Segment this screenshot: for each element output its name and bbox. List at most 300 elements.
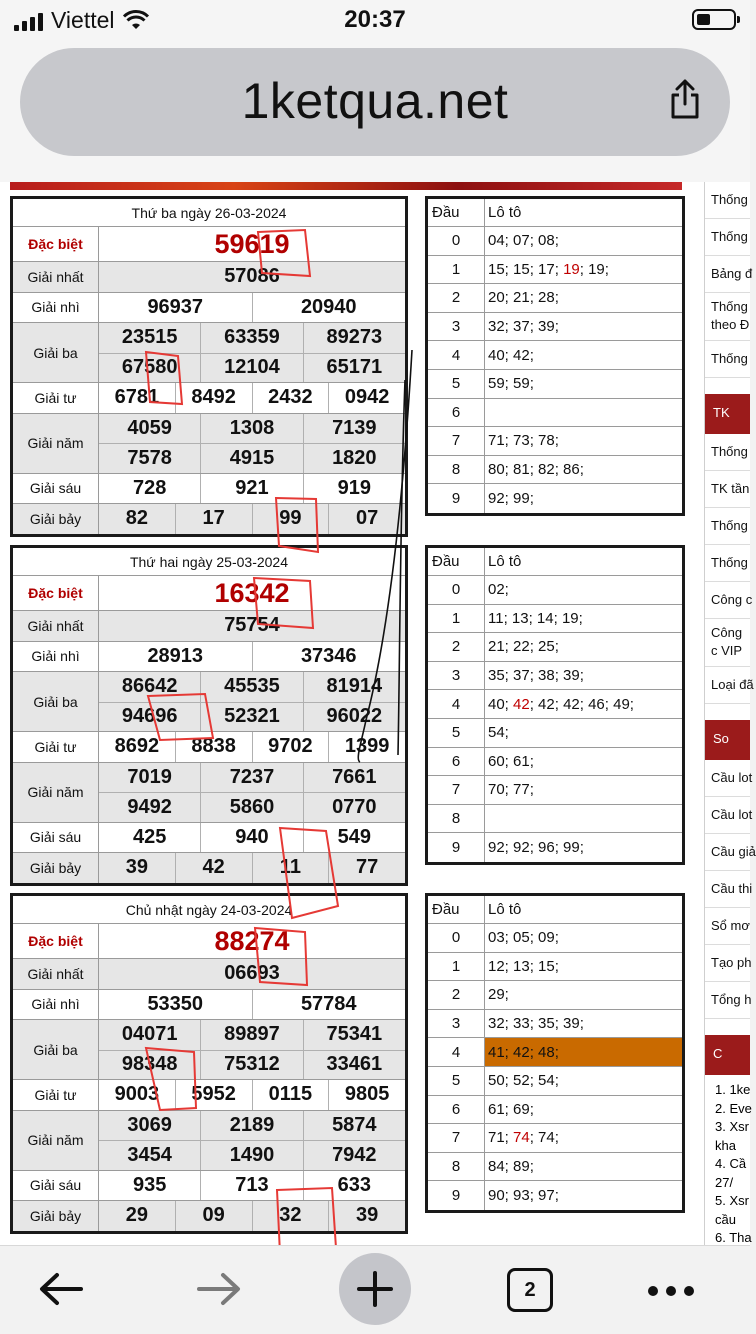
loto-values [485,341,682,369]
loto-values [485,953,682,981]
loto-row [428,924,682,953]
loto-values [485,370,682,398]
prize-number: 23515 [121,326,178,349]
loto-values [485,690,682,718]
prize-number: 86642 [121,675,178,698]
sidebar-link[interactable]: Thống theo Đ [705,293,750,341]
prize-number: 3069 [127,1113,172,1136]
prize-number: 96937 [147,295,204,318]
loto-value-text: 42 [513,695,530,713]
loto-value-text: 54; [488,724,509,742]
loto-values [485,776,682,804]
prize-row [13,474,405,505]
prize-number: 57086 [224,265,280,288]
loto-values [485,456,682,484]
loto-head-digit: 7 [428,1124,485,1152]
prize-number: 5874 [303,1111,405,1141]
prize-number: 32 [252,1201,329,1231]
loto-table [425,196,685,516]
prize-number: 4059 [127,416,172,439]
plus-icon [355,1269,395,1309]
loto-value-text: 80; 81; 82; 86; [488,461,584,479]
prize-row [13,1111,405,1171]
loto-values [485,484,682,513]
loto-row [428,1067,682,1096]
sidebar-link[interactable]: Công c [705,582,750,619]
prize-label: Giải tư [13,1080,99,1110]
prize-number: 67580 [121,356,178,379]
prize-number: 65171 [303,354,405,383]
special-prize-number: 59619 [214,228,290,259]
loto-value-text: 15; 15; 17; [488,260,564,278]
loto-values [485,981,682,1009]
prize-number: 96022 [303,703,405,732]
loto-values [485,256,682,284]
loto-row [428,227,682,256]
prize-row [13,672,405,732]
prize-number: 07 [328,504,405,534]
prize-row [13,1080,405,1111]
prize-number: 20940 [252,293,406,323]
prize-label: Giải nhất [13,262,99,292]
prize-number: 75341 [303,1020,405,1050]
result-table [10,893,408,1234]
loto-values [485,924,682,952]
prize-number: 63359 [200,323,302,353]
prize-number: 1490 [200,1141,302,1170]
sidebar-list-item[interactable]: 6. Tha [715,1230,752,1245]
back-button[interactable] [26,1254,96,1324]
loto-row [428,576,682,605]
loto-values [485,399,682,427]
prize-row [13,323,405,383]
prize-number: 0115 [252,1080,329,1110]
prize-label: Giải nhất [13,959,99,989]
prize-row [13,1201,405,1231]
prize-label: Giải nhì [13,642,99,672]
loto-value-text: 71; 73; 78; [488,432,559,450]
sidebar-list-item[interactable]: cầu [715,1211,736,1227]
prize-row [13,293,405,324]
sidebar-link[interactable]: Cầu lot [705,760,750,797]
loto-value-text: 29; [488,986,509,1004]
loto-value-text: 32; 37; 39; [488,318,559,336]
special-prize-number: 88274 [214,925,290,956]
prize-number: 425 [132,825,167,848]
loto-head-digit: 2 [428,633,485,661]
prize-number: 5860 [200,793,302,822]
sidebar-section-header: C [705,1035,750,1075]
prize-label: Giải sáu [13,1171,99,1201]
loto-head-digit: 0 [428,227,485,255]
loto-row [428,1010,682,1039]
loto-row [428,662,682,691]
loto-head-digit: 3 [428,662,485,690]
loto-head-digit: 1 [428,256,485,284]
loto-row [428,953,682,982]
sidebar-link[interactable]: Cầu thi [705,871,750,908]
loto-head-loto: Lô tô [488,204,522,221]
status-bar [0,0,750,42]
result-date: Chủ nhật ngày 24-03-2024 [13,896,405,924]
loto-values [485,1038,682,1066]
prize-number: 45535 [200,672,302,702]
prize-label: Giải sáu [13,823,99,853]
prize-label: Giải tư [13,383,99,413]
prize-number: 3454 [127,1143,172,1166]
prize-number: 1820 [303,444,405,473]
loto-value-text: 11; 13; 14; 19; [488,609,583,627]
loto-values [485,605,682,633]
prize-number: 29 [125,1204,148,1227]
loto-value-text: ; 74; [529,1129,559,1147]
prize-label: Giải bảy [13,853,99,883]
loto-values [485,1124,682,1152]
result-table [10,545,408,886]
result-date: Thứ hai ngày 25-03-2024 [13,548,405,576]
sidebar-list-item[interactable]: 5. Xsr [715,1193,749,1208]
loto-head-loto: Lô tô [488,901,522,918]
loto-value-text: 50; 52; 54; [488,1072,559,1090]
prize-number: 28913 [147,644,204,667]
prize-label: Giải ba [13,1020,99,1079]
loto-row [428,1096,682,1125]
prize-number: 9805 [328,1080,405,1110]
prize-number: 1399 [328,732,405,762]
sidebar-link[interactable]: Tạo ph [705,945,750,982]
loto-head-digit: 8 [428,1153,485,1181]
prize-row [13,763,405,823]
loto-row [428,805,682,834]
loto-head-digit: 4 [428,690,485,718]
loto-values [485,805,682,833]
loto-row [428,633,682,662]
prize-row [13,959,405,990]
loto-values [485,227,682,255]
prize-row [13,990,405,1021]
prize-number: 7661 [303,763,405,793]
prize-row [13,414,405,474]
loto-values [485,284,682,312]
loto-value-text: 20; 21; 28; [488,289,559,307]
prize-number: 82 [125,507,148,530]
loto-value-text: 19 [563,260,580,278]
prize-number: 81914 [303,672,405,702]
prize-row [13,1020,405,1080]
prize-number: 0942 [328,383,405,413]
loto-head-digit: 9 [428,1181,485,1210]
prize-number: 935 [132,1173,167,1196]
prize-number: 39 [328,1201,405,1231]
prize-number: 98348 [121,1053,178,1076]
prize-number: 549 [303,823,405,853]
prize-label: Đặc biệt [13,227,99,261]
prize-number: 75754 [224,614,280,637]
loto-row [428,1038,682,1067]
loto-head-digit: 2 [428,981,485,1009]
sidebar-link[interactable]: Loại đã [705,667,750,704]
loto-row [428,1153,682,1182]
tabs-button[interactable]: 2 [507,1268,553,1312]
loto-head-digit: 0 [428,576,485,604]
prize-number: 8492 [175,383,252,413]
prize-row [13,823,405,854]
prize-number: 11 [252,853,329,883]
special-prize-number: 16342 [214,577,290,608]
sidebar-list-item[interactable]: 27/ [715,1174,734,1190]
top-banner [10,182,682,190]
prize-number: 9492 [127,795,172,818]
prize-number: 5952 [175,1080,252,1110]
prize-row [13,924,405,959]
prize-row [13,642,405,673]
prize-number: 2189 [200,1111,302,1141]
loto-values [485,719,682,747]
prize-number: 39 [125,856,148,879]
prize-number: 728 [132,476,167,499]
result-table [10,196,408,537]
loto-row [428,341,682,370]
browser-toolbar [0,42,750,182]
prize-number: 42 [175,853,252,883]
loto-row [428,256,682,285]
prize-number: 7942 [303,1141,405,1170]
prize-number: 921 [200,474,302,504]
prize-label: Đặc biệt [13,576,99,610]
prize-number: 17 [175,504,252,534]
loto-table [425,545,685,865]
loto-head-digit: 6 [428,399,485,427]
loto-values [485,1181,682,1210]
prize-number: 6781 [114,386,160,409]
prize-label: Giải năm [13,1111,99,1170]
prize-label: Giải năm [13,414,99,473]
loto-head-digit: 6 [428,1096,485,1124]
sidebar-link[interactable]: Tổng h [705,982,750,1019]
loto-value-text: 32; 33; 35; 39; [488,1015,584,1033]
sidebar-list-item[interactable]: kha [715,1137,736,1153]
loto-row [428,1181,682,1210]
loto-values [485,576,682,604]
loto-values [485,633,682,661]
loto-head-digit: 6 [428,748,485,776]
loto-head-digit: 0 [428,924,485,952]
prize-number: 37346 [252,642,406,672]
prize-number: 8692 [114,735,160,758]
prize-row [13,383,405,414]
sidebar-link[interactable]: Thống [705,341,750,378]
forward-button[interactable] [184,1254,254,1324]
loto-head-digit: 1 [428,605,485,633]
loto-row [428,833,682,862]
loto-values [485,313,682,341]
prize-number: 09 [175,1201,252,1231]
browser-bottom-bar [0,1245,750,1334]
loto-row [428,719,682,748]
loto-head-digit: 9 [428,484,485,513]
loto-value-text: 70; 77; [488,781,534,799]
prize-row [13,504,405,534]
loto-row [428,284,682,313]
prize-number: 94696 [121,705,178,728]
prize-number: 1308 [200,414,302,444]
prize-label: Giải nhì [13,990,99,1020]
more-icon[interactable] [648,1286,694,1296]
sidebar-link[interactable]: Bảng đ [705,256,750,293]
prize-number: 9003 [114,1083,160,1106]
loto-value-text: 21; 22; 25; [488,638,559,656]
sidebar-link[interactable]: Thống [705,508,750,545]
loto-value-text: 40; 42; [488,346,534,364]
prize-label: Giải ba [13,323,99,382]
loto-row [428,399,682,428]
loto-head-digit: 8 [428,456,485,484]
share-icon[interactable] [668,78,702,120]
prize-number: 8838 [175,732,252,762]
loto-values [485,427,682,455]
loto-value-text: 92; 99; [488,490,534,508]
prize-label: Giải tư [13,732,99,762]
prize-number: 77 [328,853,405,883]
loto-value-text: 41; 42; 48; [488,1043,559,1061]
battery-icon [692,9,736,30]
loto-value-text: 40; [488,695,514,713]
prize-row [13,611,405,642]
loto-row [428,1124,682,1153]
loto-value-text: 35; 37; 38; 39; [488,667,584,685]
url-text[interactable]: 1ketqua.net [241,73,509,129]
new-tab-button[interactable] [339,1253,411,1325]
loto-row [428,605,682,634]
sidebar-list-item[interactable]: 1. 1ke [715,1082,751,1097]
loto-row [428,981,682,1010]
prize-number: 89273 [303,323,405,353]
prize-label: Đặc biệt [13,924,99,958]
prize-number: 53350 [147,992,204,1015]
loto-head-digit: 7 [428,776,485,804]
clock: 20:37 [344,6,406,33]
loto-values [485,662,682,690]
loto-values [485,748,682,776]
loto-values [485,833,682,862]
prize-number: 919 [303,474,405,504]
prize-label: Giải bảy [13,1201,99,1231]
loto-value-text: 59; 59; [488,375,534,393]
loto-row [428,690,682,719]
loto-head-digit: 3 [428,313,485,341]
prize-number: 9702 [252,732,329,762]
sidebar-list-item[interactable]: 2. Eve [715,1100,752,1116]
loto-head-dau: Đầu [428,548,485,575]
loto-value-text: 03; 05; 09; [488,929,559,947]
loto-value-text: 02; [488,581,509,599]
web-page [0,182,756,1245]
sidebar-link[interactable]: Sổ mơ [705,908,750,945]
prize-number: 99 [252,504,329,534]
loto-row [428,748,682,777]
sidebar-link[interactable]: Thống [705,182,750,219]
address-bar[interactable] [20,48,730,156]
loto-head-digit: 4 [428,341,485,369]
sidebar-section-header: TK [705,394,750,434]
prize-number: 633 [303,1171,405,1201]
prize-number: 33461 [303,1051,405,1080]
prize-number: 7139 [303,414,405,444]
sidebar-link[interactable]: Cầu lot [705,797,750,834]
loto-head-digit: 5 [428,370,485,398]
loto-row [428,456,682,485]
prize-number: 75312 [200,1051,302,1080]
prize-label: Giải bảy [13,504,99,534]
prize-label: Giải sáu [13,474,99,504]
prize-row [13,1171,405,1202]
loto-head-digit: 3 [428,1010,485,1038]
loto-row [428,427,682,456]
loto-value-text: 61; 69; [488,1100,534,1118]
arrow-left-icon [37,1271,85,1307]
prize-number: 04071 [121,1023,178,1046]
loto-value-text: 71; [488,1129,514,1147]
prize-label: Giải năm [13,763,99,822]
arrow-right-icon [195,1271,243,1307]
prize-number: 12104 [200,354,302,383]
loto-head-digit: 5 [428,719,485,747]
loto-head-dau: Đầu [428,199,485,226]
loto-head-digit: 7 [428,427,485,455]
prize-label: Giải ba [13,672,99,731]
loto-values [485,1096,682,1124]
prize-number: 2432 [252,383,329,413]
sidebar-list-item[interactable]: 4. Cầ [715,1156,747,1171]
loto-value-text: 60; 61; [488,752,534,770]
sidebar-link[interactable]: Thống [705,219,750,256]
sidebar-list-item[interactable]: 3. Xsr [715,1119,749,1134]
prize-number: 7237 [200,763,302,793]
sidebar-link[interactable]: Công c VIP [705,619,750,667]
loto-row [428,370,682,399]
loto-value-text: ; 42; 42; 46; 49; [529,695,634,713]
loto-values [485,1153,682,1181]
prize-number: 4915 [200,444,302,473]
sidebar-section-header: So [705,720,750,760]
loto-head-dau: Đầu [428,896,485,923]
sidebar-link[interactable]: Cầu giả [705,834,750,871]
loto-table [425,893,685,1213]
prize-number: 06693 [224,962,280,985]
prize-row [13,576,405,611]
loto-value-text: 92; 92; 96; 99; [488,839,584,857]
sidebar-link[interactable]: TK tần [705,471,750,508]
sidebar-link[interactable]: Thống [705,434,750,471]
sidebar-link[interactable]: Thống [705,545,750,582]
loto-head-digit: 4 [428,1038,485,1066]
loto-value-text: ; 19; [579,260,609,278]
prize-number: 57784 [252,990,406,1020]
prize-label: Giải nhất [13,611,99,641]
loto-head-digit: 8 [428,805,485,833]
prize-row [13,732,405,763]
prize-number: 0770 [303,793,405,822]
prize-number: 7578 [127,446,172,469]
result-date: Thứ ba ngày 26-03-2024 [13,199,405,227]
loto-row [428,776,682,805]
prize-number: 89897 [200,1020,302,1050]
prize-number: 52321 [200,703,302,732]
loto-value-text: 90; 93; 97; [488,1187,559,1205]
prize-number: 940 [200,823,302,853]
loto-values [485,1010,682,1038]
loto-value-text: 84; 89; [488,1158,534,1176]
